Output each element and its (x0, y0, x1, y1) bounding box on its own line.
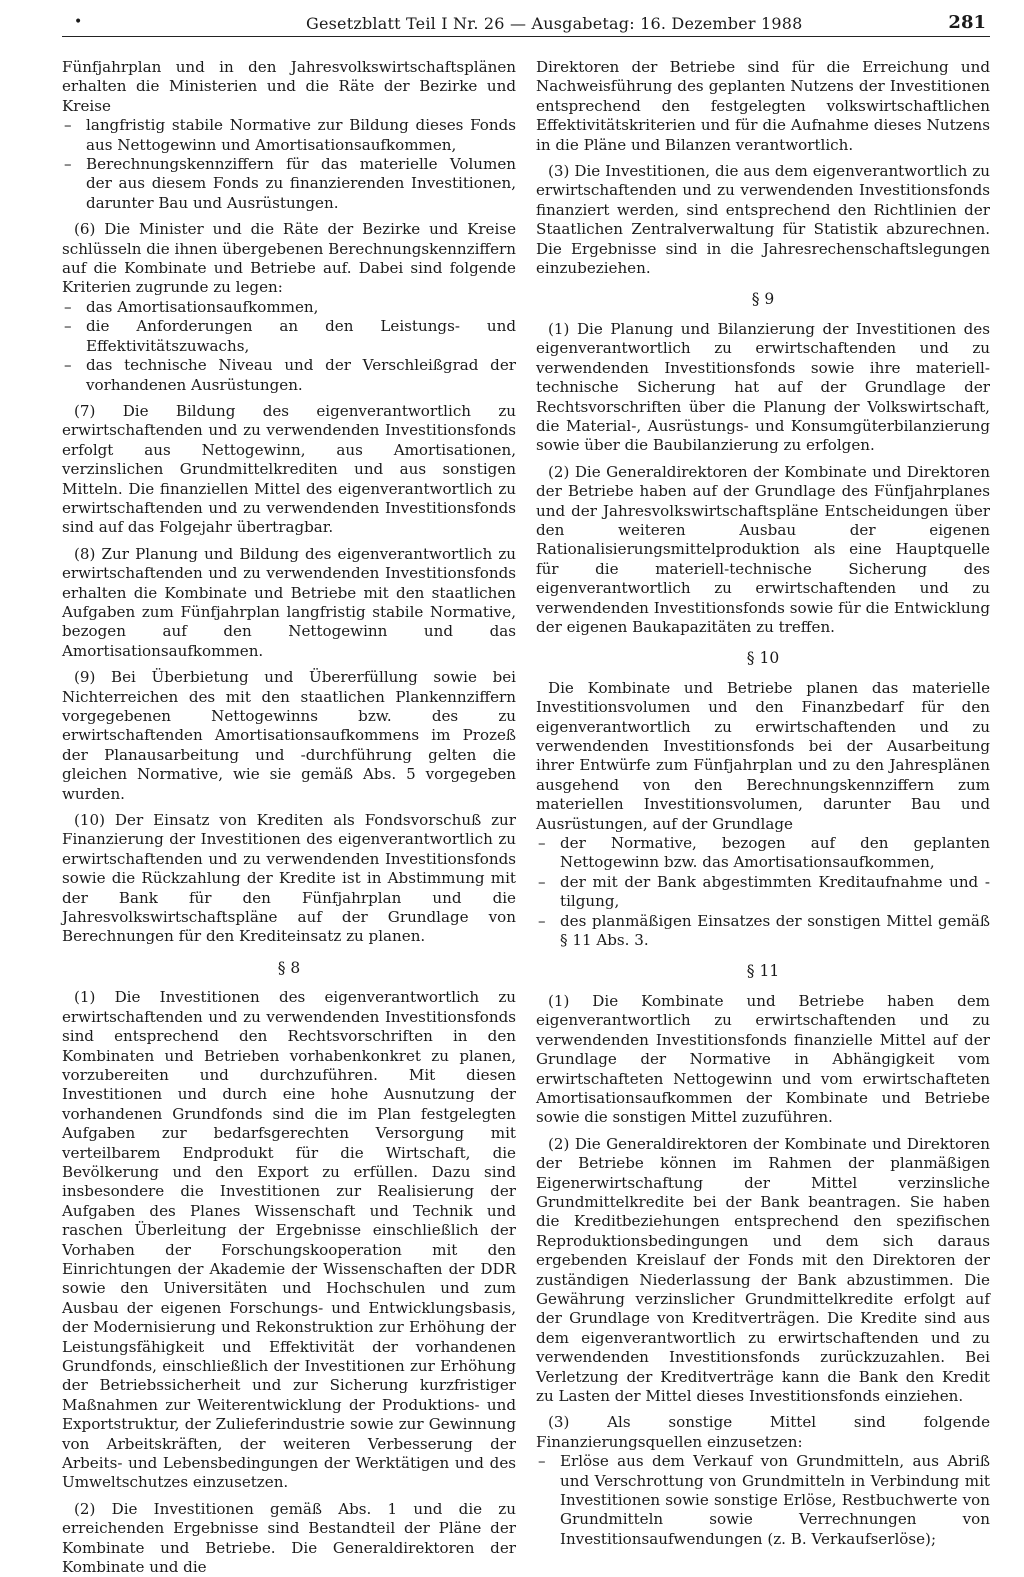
list-item: – das technische Niveau und der Verschleißgrad der vorhandenen Ausrüstungen. (64, 356, 516, 394)
list-item-text: langfristig stabile Normative zur Bildung dieses Fonds aus Nettogewinn und Amortisationsaufkommen, (86, 116, 516, 154)
left-column (62, 58, 516, 1577)
section-11-paragraph-1: (1) Die Kombinate und Betriebe haben dem eigenverantwortlich zu erwirtschaftenden und zu verwendenden Investitionsfonds finanzielle Mittel auf der Grundlage der Normative in Abhängigkeit vom erwirtschafteten Nettogewinn und vom erwirtschafteten Amortisationsaufkommen der Kombinate und Betriebe sowie die sonstigen Mittel zuzuführen. (536, 991, 990, 1127)
section-8-paragraph-1: (1) Die Investitionen des eigenverantwortlich zu erwirtschaftenden und zu verwendenden Investitionsfonds sind entsprechend den Rechtsvorschriften in den Kombinaten und Betrieben vorhabenkonkret zu planen, vorzubereiten und durchzuführen. Mit diesen Investitionen und durch eine hohe Ausnutzung der vorhandenen Grundfonds sind die im Plan festgelegten Aufgaben zur bedarfsgerechten Versorgung mit verteilbarem Endprodukt für die Wirtschaft, die Bevölkerung und den Export zu erfüllen. Dazu sind insbesondere die Investitionen zur Realisierung der Aufgaben des Planes Wissenschaft und Technik und raschen Überleitung der Ergebnisse einschließlich der Vorhaben der Forschungskooperation mit den Einrichtungen der Akademie der Wissenschaften der DDR sowie den Universitäten und Hochschulen und zum Ausbau der eigenen Forschungs- und Entwicklungsbasis, der Modernisierung und Rekonstruktion zur Erhöhung der Leistungsfähigkeit und Effektivität der vorhandenen Grundfonds, einschließlich der Investitionen zur Erhöhung der Betriebssicherheit und zur Sicherung kurzfristiger Maßnahmen zur Weiterentwicklung der Produktions- und Exportstruktur, der Zulieferindustrie sowie zur Gewinnung von Arbeitskräften, der weiteren Verbesserung der Arbeits- und Lebensbedingungen der Werktätigen und des Umweltschutzes einzusetzen. (62, 988, 516, 1492)
list-item: – das Amortisationsaufkommen, (64, 297, 319, 316)
section-11-paragraph-2: (2) Die Generaldirektoren der Kombinate und Direktoren der Betriebe können im Rahmen der planmäßigen Eigenerwirtschaftung der Mittel verzinsliche Grundmittelkredite bei der Bank beantragen. Sie haben die Kreditbeziehungen entsprechend den spezifischen Reproduktionsbedingungen und dem sich daraus ergebenden Kreislauf der Fonds mit den Direktoren der zuständigen Niederlassung der Bank abzustimmen. Die Gewährung verzinslicher Grundmittelkredite erfolgt auf der Grundlage von Kreditverträgen. Die Kredite sind aus dem eigenverantwortlich zu erwirtschaftenden und zu verwendenden Investitionsfonds zurückzuzahlen. Bei Verletzung der Kreditverträge kann die Bank den Kredit zu Lasten der Mittel dieses Investitionsfonds einziehen. (536, 1134, 990, 1405)
section-heading-8: § 8 (277, 958, 301, 977)
section-11-list (536, 1452, 990, 1549)
list-item-text: der mit der Bank abgestimmten Kreditaufnahme und -tilgung, (560, 872, 990, 911)
section-heading-10: § 10 (746, 649, 780, 668)
intro-list (62, 116, 516, 213)
paragraph-continuation: Direktoren der Betriebe sind für die Erreichung und Nachweisführung des geplanten Nutzens der Investitionen entsprechend den festgelegten volkswirtschaftlichen Effektivitätskriterien und für die Aufnahme dieses Nutzens in die Pläne und Bilanzen verantwortlich. (536, 58, 990, 154)
page-number: 281 (948, 12, 986, 33)
section-9-paragraph-1: (1) Die Planung und Bilanzierung der Investitionen des eigenverantwortlich zu erwirtschaftenden und zu verwendenden Investitionsfonds sowie ihre materiell-technische Sicherung hat auf der Grundlage der Rechtsvorschriften über die Planung der Volkswirtschaft, die Material-, Ausrüstungs- und Konsumgüterbilanzierung sowie über die Baubilanzierung zu erfolgen. (536, 319, 990, 455)
list-item: – der Normative, bezogen auf den geplanten Nettogewinn bzw. das Amortisationsaufkommen, (538, 834, 990, 872)
section-8-paragraph-3: (3) Die Investitionen, die aus dem eigenverantwortlich zu erwirtschaftenden und zu verwendenden Investitionsfonds finanziert werden, sind entsprechend den Richtlinien der Staatlichen Zentralverwaltung für Statistik abzurechnen. Die Ergebnisse sind in die Jahresrechenschaftslegungen einzubeziehen. (536, 162, 990, 278)
paragraph-8: (8) Zur Planung und Bildung des eigenverantwortlich zu erwirtschaftenden und zu verwendenden Investitionsfonds erhalten die Kombinate und Betriebe mit den staatlichen Aufgaben zum Fünfjahrplan langfristig stabile Normative, bezogen auf den Nettogewinn und das Amortisationsaufkommen. (62, 544, 516, 660)
list-item-text: des planmäßigen Einsatzes der sonstigen Mittel gemäß § 11 Abs. 3. (560, 911, 990, 950)
list-item-text: die Anforderungen an den Leistungs- und Effektivitätszuwachs, (86, 317, 516, 355)
list-item: – Berechnungskennziffern für das materielle Volumen der aus diesem Fonds zu finanzierenden Investitionen, darunter Bau und Ausrüstungen. (64, 155, 516, 212)
section-9-paragraph-2: (2) Die Generaldirektoren der Kombinate und Direktoren der Betriebe haben auf der Grundlage des Fünfjahrplanes und der Jahresvolkswirtschaftspläne Entscheidungen über den weiteren Ausbau der eigenen Rationalisierungsmittelproduktion als eine Hauptquelle für die materiell-technische Sicherung des eigenverantwortlich zu erwirtschaftenden und zu verwendenden Investitionsfonds sowie für die Entwicklung der eigenen Baukapazitäten zu treffen. (536, 462, 990, 636)
paragraph-7: (7) Die Bildung des eigenverantwortlich zu erwirtschaftenden und zu verwendenden Investitionsfonds erfolgt aus Nettogewinn, aus Amortisationen, verzinslichen Grundmittelkrediten und aus sonstigen Mitteln. Die finanziellen Mittel des eigenverantwortlich zu erwirtschaftenden und zu verwendenden Investitionsfonds sind auf das Folgejahr übertragbar. (62, 401, 516, 537)
list-item: – des planmäßigen Einsatzes der sonstigen Mittel gemäß § 11 Abs. 3. (538, 911, 990, 950)
list-item: – der mit der Bank abgestimmten Kreditaufnahme und -tilgung, (538, 872, 990, 911)
section-10-list (536, 834, 990, 950)
list-item-text: das technische Niveau und der Verschleißgrad der vorhandenen Ausrüstungen. (86, 356, 516, 394)
section-11-paragraph-3: (3) Als sonstige Mittel sind folgende Finanzierungsquellen einzusetzen: (536, 1413, 990, 1451)
list-item: – Erlöse aus dem Verkauf von Grundmitteln, aus Abriß und Verschrottung von Grundmitteln in Verbindung mit Investitionen sowie sonstige Erlöse, Restbuchwerte von Grundmitteln sowie Verrechnungen von Investitionsaufwendungen (z. B. Verkaufserlöse); (538, 1452, 990, 1548)
section-heading-11: § 11 (746, 962, 780, 981)
paragraph-9: (9) Bei Überbietung und Übererfüllung sowie bei Nichterreichen des mit den staatlichen Plankennziffern vorgegebenen Nettogewinns bzw. des zu erwirtschaftenden Amortisationsaufkommens im Prozeß der Planausarbeitung und -durchführung gelten die gleichen Normative, wie sie gemäß Abs. 5 vorgegeben wurden. (62, 668, 516, 803)
header-title: Gesetzblatt Teil I Nr. 26 — Ausgabetag: 16. Dezember 1988 (306, 14, 803, 33)
list-item-text: Berechnungskennziffern für das materielle Volumen der aus diesem Fonds zu finanzierenden Investitionen, darunter Bau und Ausrüstungen. (86, 155, 516, 212)
right-column (536, 58, 990, 1548)
list-item-text: der Normative, bezogen auf den geplanten Nettogewinn bzw. das Amortisationsaufkommen, (560, 834, 990, 872)
paragraph-intro: Fünfjahrplan und in den Jahresvolkswirtschaftsplänen erhalten die Ministerien und die Räte der Bezirke und Kreise (62, 58, 516, 115)
list-item: – langfristig stabile Normative zur Bildung dieses Fonds aus Nettogewinn und Amortisationsaufkommen, (64, 116, 516, 154)
criteria-list (62, 298, 516, 395)
list-item-text: Erlöse aus dem Verkauf von Grundmitteln, aus Abriß und Verschrottung von Grundmitteln in Verbindung mit Investitionen sowie sonstige Erlöse, Restbuchwerte von Grundmitteln sowie Verrechnungen von Investitionsaufwendungen (z. B. Verkaufserlöse); (560, 1452, 990, 1548)
section-heading-9: § 9 (751, 290, 775, 309)
page-header (62, 12, 990, 37)
paragraph-6: (6) Die Minister und die Räte der Bezirke und Kreise schlüsseln die ihnen übergebenen Berechnungskennziffern auf die Kombinate und Betriebe auf. Dabei sind folgende Kriterien zugrunde zu legen: (62, 220, 516, 297)
list-item: – die Anforderungen an den Leistungs- und Effektivitätszuwachs, (64, 317, 516, 355)
section-10-paragraph: Die Kombinate und Betriebe planen das materielle Investitionsvolumen und den Finanzbedarf für den eigenverantwortlich zu erwirtschaftenden und zu verwendenden Investitionsfonds bei der Ausarbeitung ihrer Entwürfe zum Fünfjahrplan und zu den Jahresplänen ausgehend von den Berechnungskennziffern zum materiellen Investitionsvolumen, darunter Bau und Ausrüstungen, auf der Grundlage (536, 678, 990, 833)
section-8-paragraph-2: (2) Die Investitionen gemäß Abs. 1 und die zu erreichenden Ergebnisse sind Bestandteil der Pläne der Kombinate und Betriebe. Die Generaldirektoren der Kombinate und die (62, 1499, 516, 1577)
list-item-text: das Amortisationsaufkommen, (86, 297, 319, 316)
header-mark: • (74, 14, 83, 30)
paragraph-10: (10) Der Einsatz von Krediten als Fondsvorschuß zur Finanzierung der Investitionen des eigenverantwortlich zu erwirtschaftenden und zu verwendenden Investitionsfonds sowie die Rückzahlung der Kredite ist in Abstimmung mit der Bank für den Fünfjahrplan und die Jahresvolkswirtschaftspläne auf der Grundlage von Berechnungen für den Krediteinsatz zu planen. (62, 811, 516, 946)
